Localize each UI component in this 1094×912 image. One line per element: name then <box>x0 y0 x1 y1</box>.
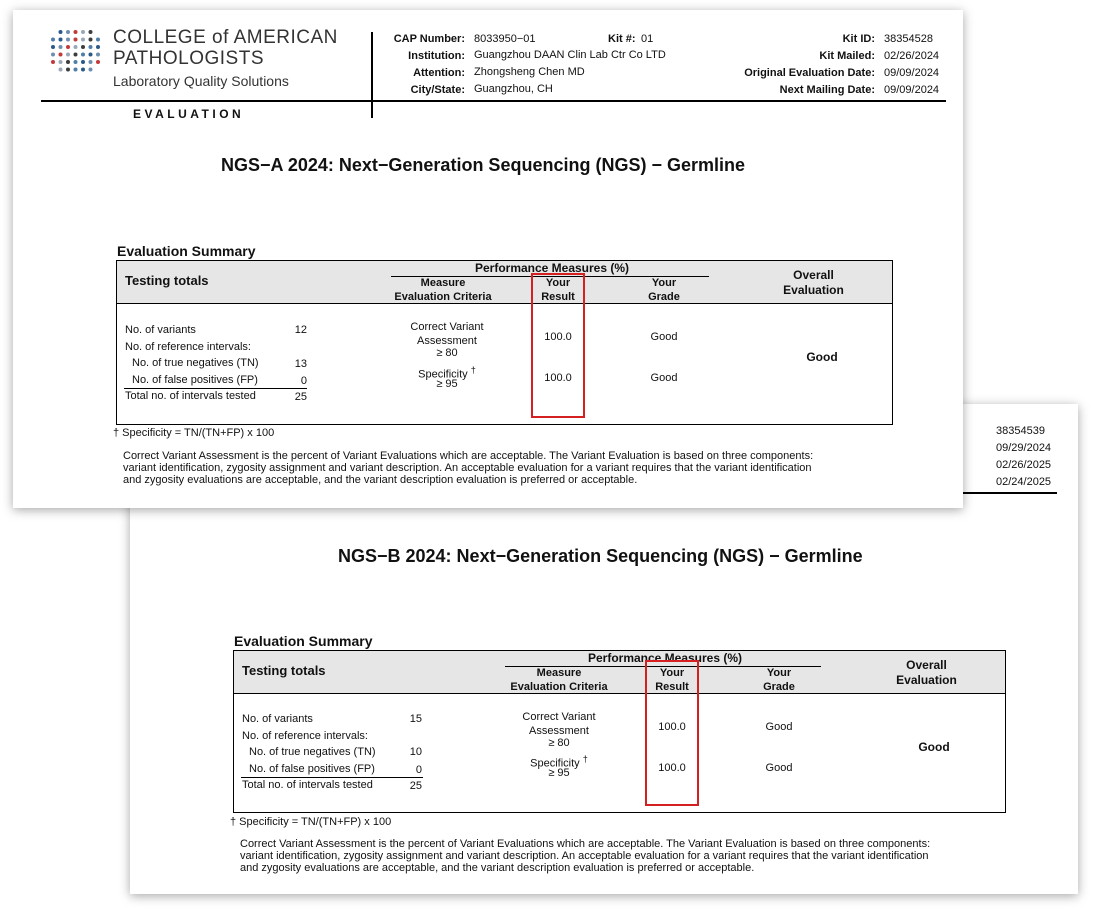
logo-dot <box>74 53 78 57</box>
overall-evaluation-value: Good <box>918 740 950 754</box>
fp-value: 0 <box>415 764 422 776</box>
cap-number-label: CAP Number: <box>393 33 465 45</box>
specificity-criteria: ≥ 95 <box>436 378 458 390</box>
evaluation-criteria-header: Evaluation Criteria <box>510 681 608 693</box>
cva-measure-1: Correct Variant <box>410 321 484 333</box>
total-value: 25 <box>409 780 422 792</box>
logo-line-1: COLLEGE of AMERICAN <box>113 27 338 48</box>
next-mailing-value: 09/09/2024 <box>884 84 940 96</box>
your-grade-header-1: Your <box>651 277 677 289</box>
specificity-criteria: ≥ 95 <box>548 767 570 779</box>
variants-label: No. of variants <box>242 713 313 725</box>
cap-logo-dots-icon <box>49 28 103 76</box>
fp-label: No. of false positives (FP) <box>132 374 258 386</box>
logo-dot <box>51 38 55 42</box>
logo-dot <box>74 30 78 34</box>
result-highlight-box <box>645 660 699 806</box>
your-grade-header-2: Grade <box>763 681 795 693</box>
your-result-header-1: Your <box>545 277 571 289</box>
attention-label: Attention: <box>413 67 465 79</box>
logo-dot <box>59 45 63 49</box>
total-label: Total no. of intervals tested <box>242 779 373 791</box>
logo-dot <box>96 45 100 49</box>
logo-dot <box>51 60 55 64</box>
variants-label: No. of variants <box>125 324 196 336</box>
cva-measure-1: Correct Variant <box>522 711 596 723</box>
city-state-value: Guangzhou, CH <box>474 83 553 95</box>
logo-dot <box>89 45 93 49</box>
measure-header: Measure <box>536 667 582 679</box>
tn-value: 10 <box>409 746 422 758</box>
evaluation-sheet-ngs-a <box>13 10 963 508</box>
kit-no-label: Kit #: <box>608 33 636 45</box>
specificity-grade: Good <box>650 372 678 384</box>
specificity-measure: Specificity † <box>418 365 476 381</box>
kit-id-label: Kit ID: <box>842 33 875 45</box>
cva-measure-2: Assessment <box>417 335 477 347</box>
cva-criteria: ≥ 80 <box>548 737 570 749</box>
note-line-2: variant identification, zygosity assignment and variant description. An acceptable evaluation for a variant requires that the variant identification <box>240 850 929 862</box>
total-value: 25 <box>294 391 307 403</box>
summary-heading: Evaluation Summary <box>117 243 256 259</box>
your-grade-header-1: Your <box>766 667 792 679</box>
specificity-grade: Good <box>765 762 793 774</box>
logo-line-2: PATHOLOGISTS <box>113 48 264 69</box>
overall-header-1: Overall <box>793 268 834 282</box>
page-title: NGS−A 2024: Next−Generation Sequencing (NGS) − Germline <box>221 155 745 175</box>
logo-dot <box>81 68 85 72</box>
evaluation-criteria-header: Evaluation Criteria <box>394 291 492 303</box>
logo-dot <box>96 53 100 57</box>
note-line-2: variant identification, zygosity assignment and variant description. An acceptable evaluation for a variant requires that the variant identification <box>123 462 812 474</box>
next-mailing-value: 02/24/2025 <box>996 476 1052 488</box>
kit-id-value: 38354528 <box>884 33 933 45</box>
header-rule <box>41 100 946 102</box>
page-title: NGS−B 2024: Next−Generation Sequencing (NGS) − Germline <box>338 546 863 566</box>
logo-tagline: Laboratory Quality Solutions <box>113 73 289 89</box>
logo-dot <box>66 38 70 42</box>
evaluation-label: EVALUATION <box>133 107 245 121</box>
fp-value: 0 <box>300 375 307 387</box>
logo-dot <box>81 45 85 49</box>
orig-eval-label: Original Evaluation Date: <box>744 67 875 79</box>
logo-dot <box>66 68 70 72</box>
overall-evaluation-value: Good <box>806 350 838 364</box>
cva-result: 100.0 <box>544 331 572 343</box>
note-line-1: Correct Variant Assessment is the percent of Variant Evaluations which are acceptable. The Variant Evaluation is based on three components: <box>123 450 814 462</box>
your-grade-header-2: Grade <box>648 291 680 303</box>
testing-totals-header: Testing totals <box>242 663 326 678</box>
next-mailing-label: Next Mailing Date: <box>779 84 875 96</box>
note-line-3: and zygosity evaluations are acceptable, and the variant description evaluation is preferred or acceptable. <box>240 862 755 874</box>
logo-dot <box>66 30 70 34</box>
cva-criteria: ≥ 80 <box>436 347 458 359</box>
totals-rule <box>241 777 423 778</box>
logo-dot <box>74 45 78 49</box>
fp-label: No. of false positives (FP) <box>249 763 375 775</box>
logo-dot <box>51 53 55 57</box>
ref-intervals-label: No. of reference intervals: <box>242 730 368 742</box>
city-state-label: City/State: <box>410 84 465 96</box>
logo-dot <box>66 45 70 49</box>
kit-no-value: 01 <box>641 33 654 45</box>
attention-value: Zhongsheng Chen MD <box>474 66 585 78</box>
cva-grade: Good <box>650 331 678 343</box>
logo-dot <box>96 38 100 42</box>
variants-value: 12 <box>294 324 307 336</box>
logo-dot <box>59 68 63 72</box>
result-highlight-box <box>531 273 585 418</box>
dagger-mark: † <box>470 365 476 375</box>
logo-dot <box>74 38 78 42</box>
logo-dot <box>89 53 93 57</box>
your-result-header-1: Your <box>659 667 685 679</box>
logo-dot <box>59 60 63 64</box>
tn-label: No. of true negatives (TN) <box>249 746 376 758</box>
institution-label: Institution: <box>408 50 465 62</box>
total-label: Total no. of intervals tested <box>125 390 256 402</box>
kit-mailed-label: Kit Mailed: <box>819 50 875 62</box>
variants-value: 15 <box>409 713 422 725</box>
logo-dot <box>51 45 55 49</box>
evaluation-summary-table <box>233 650 1006 813</box>
kit-id-value: 38354539 <box>996 425 1045 437</box>
logo-dot <box>59 30 63 34</box>
tn-value: 13 <box>294 358 307 370</box>
perf-measures-header: Performance Measures (%) <box>587 651 743 665</box>
cva-result: 100.0 <box>658 721 686 733</box>
logo-dot <box>59 38 63 42</box>
measure-header: Measure <box>420 277 466 289</box>
kit-mailed-value: 02/26/2024 <box>884 50 940 62</box>
logo-dot <box>66 53 70 57</box>
logo-dot <box>59 53 63 57</box>
logo-dot <box>96 60 100 64</box>
note-line-1: Correct Variant Assessment is the percent of Variant Evaluations which are acceptable. The Variant Evaluation is based on three components: <box>240 838 931 850</box>
perf-measures-header: Performance Measures (%) <box>474 261 630 275</box>
totals-rule <box>124 388 307 389</box>
evaluation-summary-table <box>116 260 893 425</box>
ref-intervals-label: No. of reference intervals: <box>125 341 251 353</box>
orig-eval-value: 09/09/2024 <box>884 67 940 79</box>
logo-dot <box>89 68 93 72</box>
kit-mailed-value: 09/29/2024 <box>996 442 1052 454</box>
orig-eval-value: 02/26/2025 <box>996 459 1052 471</box>
logo-dot <box>89 30 93 34</box>
institution-value: Guangzhou DAAN Clin Lab Ctr Co LTD <box>474 49 666 61</box>
cap-number-value: 8033950−01 <box>474 33 536 45</box>
overall-header-2: Evaluation <box>896 673 957 687</box>
cva-measure-2: Assessment <box>529 725 589 737</box>
specificity-result: 100.0 <box>544 372 572 384</box>
logo-dot <box>89 60 93 64</box>
your-result-header-2: Result <box>541 291 575 303</box>
logo-dot <box>81 30 85 34</box>
summary-heading: Evaluation Summary <box>234 633 373 649</box>
logo-dot <box>74 68 78 72</box>
testing-totals-header: Testing totals <box>125 273 209 288</box>
dagger-mark: † <box>582 754 588 764</box>
overall-header-2: Evaluation <box>783 283 844 297</box>
logo-dot <box>81 60 85 64</box>
logo-dot <box>81 38 85 42</box>
logo-dot <box>81 53 85 57</box>
note-line-3: and zygosity evaluations are acceptable, and the variant description evaluation is preferred or acceptable. <box>123 474 638 486</box>
logo-dot <box>89 38 93 42</box>
your-result-header-2: Result <box>655 681 689 693</box>
overall-header-1: Overall <box>906 658 947 672</box>
specificity-footnote: † Specificity = TN/(TN+FP) x 100 <box>230 816 392 828</box>
specificity-footnote: † Specificity = TN/(TN+FP) x 100 <box>113 427 275 439</box>
cva-grade: Good <box>765 721 793 733</box>
specificity-measure: Specificity † <box>530 754 588 770</box>
logo-dot <box>74 60 78 64</box>
tn-label: No. of true negatives (TN) <box>132 357 259 369</box>
logo-dot <box>66 60 70 64</box>
specificity-result: 100.0 <box>658 762 686 774</box>
